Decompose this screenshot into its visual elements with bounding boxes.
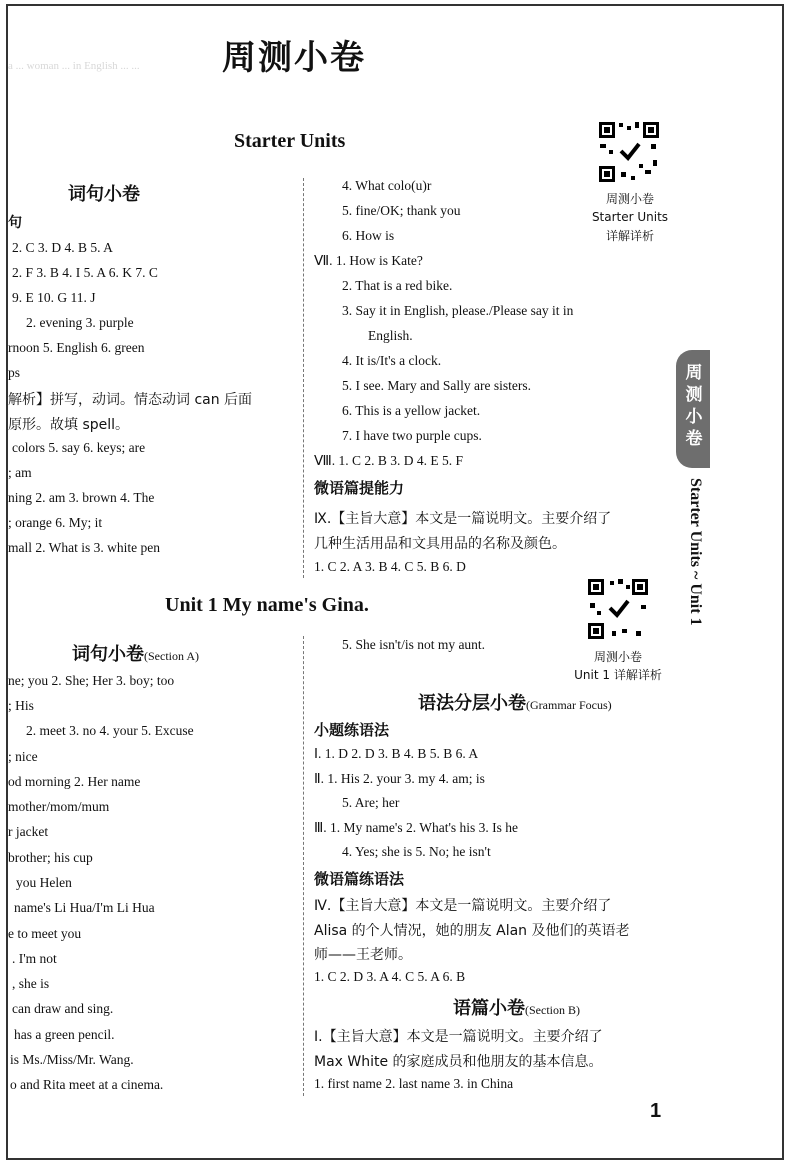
passage-heading [453,994,580,1020]
starter-micro-answers: 1. C 2. A 3. B 4. C 5. B 6. D [314,559,466,574]
unit1-left-heading [72,640,199,666]
unit1-left-line-2: 2. meet 3. no 4. your 5. Excuse [26,723,194,738]
section-title-starter: Starter Units [234,130,346,152]
qr-label-starter-3: 详解详析 [605,229,654,243]
qr-label-starter-1: 周测小卷 [605,192,654,206]
unit1-left-line-1: ; His [8,698,34,713]
starter-right-line-8: 5. I see. Mary and Sally are sisters. [342,378,531,393]
starter-left-line-4: 2. evening 3. purple [26,315,134,330]
unit1-left-line-8: you Helen [16,875,72,890]
qr-code-icon [586,577,650,641]
starter-right-line-4: 2. That is a red bike. [342,278,453,293]
starter-left-line-2: 2. F 3. B 4. I 5. A 6. K 7. C [12,265,158,280]
micro-grammar-3: 师——王老师。 [314,947,412,963]
starter-right-line-10: 7. I have two purple cups. [342,428,482,443]
starter-left-line-6: ps [8,365,21,380]
starter-left-line-8: 原形。故填 spell。 [8,417,130,433]
starter-left-line-0: 句 [8,215,22,231]
starter-micro-heading: 微语篇提能力 [314,479,405,497]
unit1-left-line-5: mother/mom/mum [8,799,110,814]
starter-left-line-13: mall 2. What is 3. white pen [8,540,160,555]
passage-line-1: Ⅰ.【主旨大意】本文是一篇说明文。主要介绍了 [314,1029,603,1045]
grammar-line-4: 4. Yes; she is 5. No; he isn't [342,844,491,859]
unit1-left-line-3: ; nice [8,749,38,764]
column-divider-unit1 [303,636,304,1096]
qr-code-unit1[interactable] [586,577,650,641]
passage-heading-small: (Section B) [525,1003,580,1017]
starter-right-line-11: Ⅷ. 1. C 2. B 3. D 4. E 5. F [314,453,464,468]
starter-right-line-5: 3. Say it in English, please./Please say it in [342,303,574,318]
starter-left-line-5: rnoon 5. English 6. green [8,340,145,355]
unit1-left-line-4: od morning 2. Her name [8,774,141,789]
unit1-left-line-10: e to meet you [8,926,82,941]
unit1-left-line-11: . I'm not [12,951,57,966]
grammar-heading [418,689,612,715]
micro-grammar-2: Alisa 的个人情况，她的朋友 Alan 及他们的英语老 [314,923,630,939]
micro-grammar-heading: 微语篇练语法 [314,870,405,888]
passage-heading-text: 语篇小卷 [453,998,525,1019]
side-tab-label: 周测小卷 [685,363,703,449]
starter-left-line-1: 2. C 3. D 4. B 5. A [12,240,113,255]
starter-left-line-9: colors 5. say 6. keys; are [12,440,146,455]
unit1-left-heading-small: (Section A) [144,649,199,663]
grammar-line-1: Ⅱ. 1. His 2. your 3. my 4. am; is [314,771,485,786]
passage-line-3: 1. first name 2. last name 3. in China [314,1076,514,1091]
qr-code-starter[interactable] [597,120,661,184]
starter-left-line-11: ning 2. am 3. brown 4. The [8,490,155,505]
column-divider-starter [303,178,304,578]
section-title-unit1: Unit 1 My name's Gina. [165,594,369,616]
grammar-line-3: Ⅲ. 1. My name's 2. What's his 3. Is he [314,820,519,835]
grammar-line-0: Ⅰ. 1. D 2. D 3. B 4. B 5. B 6. A [314,746,479,761]
starter-right-line-1: 5. fine/OK; thank you [342,203,461,218]
page-title: 周测小卷 [222,38,366,78]
unit1-left-line-9: name's Li Hua/I'm Li Hua [14,900,155,915]
grammar-line-2: 5. Are; her [342,795,400,810]
unit1-left-line-14: has a green pencil. [14,1027,115,1042]
unit1-left-line-16: o and Rita meet at a cinema. [10,1077,164,1092]
small-heading: 小题练语法 [314,721,390,739]
micro-grammar-1: Ⅳ.【主旨大意】本文是一篇说明文。主要介绍了 [314,898,612,914]
micro-grammar-answers: 1. C 2. D 3. A 4. C 5. A 6. B [314,969,466,984]
qr-label-starter-2: Starter Units [591,210,669,224]
unit1-left-line-13: can draw and sing. [12,1001,114,1016]
starter-left-line-7: 解析】拼写，动词。情态动词 can 后面 [8,392,253,408]
unit1-left-line-0: ne; you 2. She; Her 3. boy; too [8,673,175,688]
starter-micro-text-2: 几种生活用品和文具用品的名称及颜色。 [314,536,566,552]
starter-left-line-3: 9. E 10. G 11. J [12,290,96,305]
unit1-left-line-15: is Ms./Miss/Mr. Wang. [10,1052,134,1067]
starter-right-line-2: 6. How is [342,228,395,243]
unit1-left-heading-text: 词句小卷 [72,644,144,665]
starter-right-line-6: English. [368,328,413,343]
unit1-left-line-12: , she is [12,976,50,991]
qr-label-unit1-2: Unit 1 详解详析 [574,668,662,682]
starter-micro-text-1: Ⅸ.【主旨大意】本文是一篇说明文。主要介绍了 [314,511,612,527]
page-number: 1 [650,1100,662,1122]
unit1-left-line-7: brother; his cup [8,850,93,865]
starter-right-line-7: 4. It is/It's a clock. [342,353,442,368]
qr-code-icon [597,120,661,184]
side-vertical-label: Starter Units ~ Unit 1 [687,478,704,626]
qr-label-unit1-1: 周测小卷 [593,650,642,664]
starter-left-line-10: ; am [8,465,32,480]
starter-right-line-0: 4. What colo(u)r [342,178,432,193]
grammar-heading-text: 语法分层小卷 [418,693,526,714]
starter-left-heading: 词句小卷 [68,184,140,205]
starter-right-line-3: Ⅶ. 1. How is Kate? [314,253,423,268]
starter-right-line-9: 6. This is a yellow jacket. [342,403,481,418]
faint-background-text: a ... woman ... in English ... ... [8,60,140,72]
passage-line-2: Max White 的家庭成员和他朋友的基本信息。 [314,1054,603,1070]
unit1-left-line-6: r jacket [8,824,49,839]
starter-left-line-12: ; orange 6. My; it [8,515,103,530]
unit1-right-top: 5. She isn't/is not my aunt. [342,637,486,652]
grammar-heading-small: (Grammar Focus) [526,698,612,712]
